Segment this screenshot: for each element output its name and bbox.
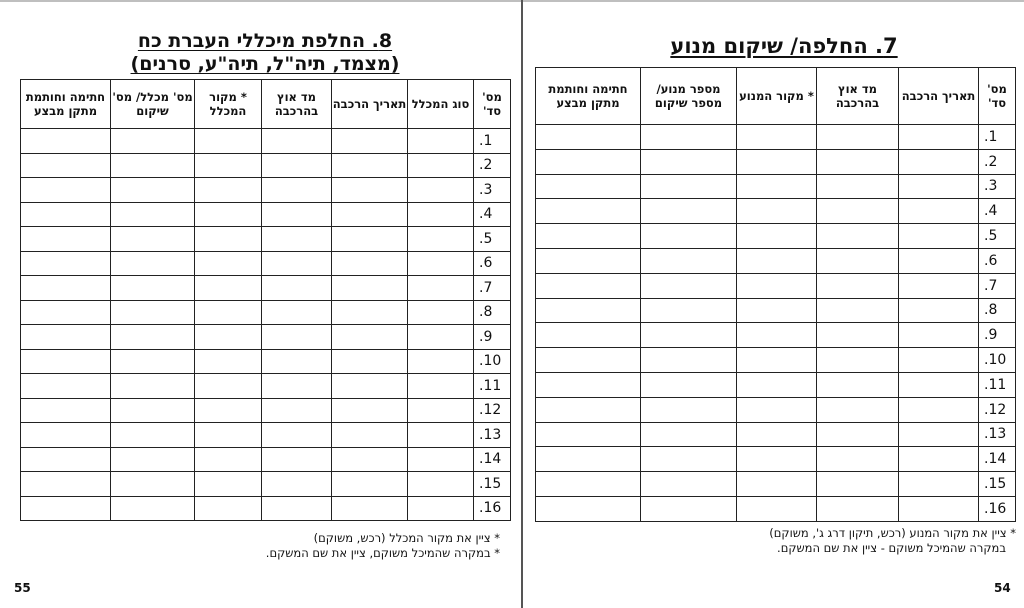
footnote-2: במקרה שהמיכל משוקם - ציין את שם המשקם. xyxy=(777,541,1006,555)
blank-entry-cell[interactable] xyxy=(817,397,899,422)
table-row xyxy=(21,178,511,203)
blank-entry-cell[interactable] xyxy=(641,422,737,447)
blank-entry-cell[interactable] xyxy=(21,447,111,472)
blank-entry-cell[interactable] xyxy=(817,273,899,298)
blank-entry-cell[interactable] xyxy=(21,202,111,227)
row-serial-number: .15 xyxy=(979,472,1016,497)
blank-entry-cell[interactable] xyxy=(737,472,817,497)
row-serial-number: .13 xyxy=(474,423,511,448)
blank-entry-cell[interactable] xyxy=(536,422,641,447)
blank-entry-cell[interactable] xyxy=(332,178,408,203)
blank-entry-cell[interactable] xyxy=(641,224,737,249)
row-serial-number: .2 xyxy=(474,153,511,178)
blank-entry-cell[interactable] xyxy=(737,224,817,249)
blank-entry-cell[interactable] xyxy=(21,496,111,521)
blank-entry-cell[interactable] xyxy=(21,251,111,276)
blank-entry-cell[interactable] xyxy=(408,300,474,325)
blank-entry-cell[interactable] xyxy=(817,323,899,348)
blank-entry-cell[interactable] xyxy=(641,397,737,422)
table-header-row xyxy=(21,80,511,129)
blank-entry-cell[interactable] xyxy=(262,423,332,448)
blank-entry-cell[interactable] xyxy=(817,348,899,373)
blank-entry-cell[interactable] xyxy=(111,202,195,227)
table-row xyxy=(21,153,511,178)
blank-entry-cell[interactable] xyxy=(817,298,899,323)
blank-entry-cell[interactable] xyxy=(899,496,979,521)
blank-entry-cell[interactable] xyxy=(536,273,641,298)
row-serial-number: .9 xyxy=(979,323,1016,348)
blank-entry-cell[interactable] xyxy=(737,447,817,472)
blank-entry-cell[interactable] xyxy=(899,298,979,323)
blank-entry-cell[interactable] xyxy=(536,298,641,323)
table-row xyxy=(21,129,511,154)
table-row xyxy=(536,224,1016,249)
col-component-type: סוג המכלל xyxy=(408,80,474,129)
blank-entry-cell[interactable] xyxy=(195,472,262,497)
blank-entry-cell[interactable] xyxy=(262,300,332,325)
section-8-title xyxy=(0,30,530,76)
footnote-1: * ציין את מקור המכלל (רכש, משוקם) xyxy=(313,531,500,545)
row-serial-number: .13 xyxy=(979,422,1016,447)
blank-entry-cell[interactable] xyxy=(195,178,262,203)
blank-entry-cell[interactable] xyxy=(641,496,737,521)
blank-entry-cell[interactable] xyxy=(332,423,408,448)
blank-entry-cell[interactable] xyxy=(737,298,817,323)
blank-entry-cell[interactable] xyxy=(111,496,195,521)
blank-entry-cell[interactable] xyxy=(21,276,111,301)
blank-entry-cell[interactable] xyxy=(262,202,332,227)
blank-entry-cell[interactable] xyxy=(111,129,195,154)
table-row xyxy=(21,227,511,252)
blank-entry-cell[interactable] xyxy=(21,129,111,154)
col-signature: חתימה וחותמת מתקן מבצע xyxy=(21,80,111,129)
blank-entry-cell[interactable] xyxy=(111,178,195,203)
blank-entry-cell[interactable] xyxy=(408,496,474,521)
table-row xyxy=(21,423,511,448)
blank-entry-cell[interactable] xyxy=(111,423,195,448)
blank-entry-cell[interactable] xyxy=(737,149,817,174)
table-row xyxy=(536,372,1016,397)
blank-entry-cell[interactable] xyxy=(737,248,817,273)
table-row xyxy=(536,199,1016,224)
table-row xyxy=(21,325,511,350)
blank-entry-cell[interactable] xyxy=(195,349,262,374)
blank-entry-cell[interactable] xyxy=(536,125,641,150)
table-row xyxy=(21,349,511,374)
blank-entry-cell[interactable] xyxy=(408,178,474,203)
blank-entry-cell[interactable] xyxy=(408,447,474,472)
blank-entry-cell[interactable] xyxy=(641,174,737,199)
table-row xyxy=(21,496,511,521)
blank-entry-cell[interactable] xyxy=(737,174,817,199)
blank-entry-cell[interactable] xyxy=(817,372,899,397)
blank-entry-cell[interactable] xyxy=(408,153,474,178)
blank-entry-cell[interactable] xyxy=(195,496,262,521)
blank-entry-cell[interactable] xyxy=(899,323,979,348)
row-serial-number: .5 xyxy=(979,224,1016,249)
blank-entry-cell[interactable] xyxy=(817,447,899,472)
blank-entry-cell[interactable] xyxy=(536,348,641,373)
blank-entry-cell[interactable] xyxy=(195,251,262,276)
blank-entry-cell[interactable] xyxy=(262,472,332,497)
blank-entry-cell[interactable] xyxy=(111,472,195,497)
blank-entry-cell[interactable] xyxy=(536,397,641,422)
blank-entry-cell[interactable] xyxy=(817,174,899,199)
page-number: 54 xyxy=(994,581,1011,595)
table-row xyxy=(536,496,1016,521)
table-row xyxy=(21,447,511,472)
blank-entry-cell[interactable] xyxy=(111,398,195,423)
title-line-1: 8. החלפת מיכללי העברת כח xyxy=(137,30,393,52)
blank-entry-cell[interactable] xyxy=(21,374,111,399)
blank-entry-cell[interactable] xyxy=(536,372,641,397)
blank-entry-cell[interactable] xyxy=(408,349,474,374)
page-54 xyxy=(524,0,1024,608)
blank-entry-cell[interactable] xyxy=(262,325,332,350)
blank-entry-cell[interactable] xyxy=(899,149,979,174)
blank-entry-cell[interactable] xyxy=(641,472,737,497)
blank-entry-cell[interactable] xyxy=(262,374,332,399)
table-row xyxy=(21,374,511,399)
blank-entry-cell[interactable] xyxy=(111,447,195,472)
blank-entry-cell[interactable] xyxy=(195,227,262,252)
blank-entry-cell[interactable] xyxy=(641,248,737,273)
blank-entry-cell[interactable] xyxy=(195,300,262,325)
blank-entry-cell[interactable] xyxy=(111,325,195,350)
blank-entry-cell[interactable] xyxy=(536,149,641,174)
blank-entry-cell[interactable] xyxy=(817,422,899,447)
table-row xyxy=(536,397,1016,422)
blank-entry-cell[interactable] xyxy=(817,248,899,273)
blank-entry-cell[interactable] xyxy=(21,300,111,325)
blank-entry-cell[interactable] xyxy=(262,227,332,252)
table-row xyxy=(536,348,1016,373)
blank-entry-cell[interactable] xyxy=(111,153,195,178)
row-serial-number: .8 xyxy=(979,298,1016,323)
blank-entry-cell[interactable] xyxy=(899,273,979,298)
blank-entry-cell[interactable] xyxy=(332,472,408,497)
blank-entry-cell[interactable] xyxy=(332,251,408,276)
row-serial-number: .3 xyxy=(474,178,511,203)
blank-entry-cell[interactable] xyxy=(737,273,817,298)
col-serial-no: מס' סד' xyxy=(474,80,511,129)
blank-entry-cell[interactable] xyxy=(737,496,817,521)
blank-entry-cell[interactable] xyxy=(408,129,474,154)
blank-entry-cell[interactable] xyxy=(899,348,979,373)
blank-entry-cell[interactable] xyxy=(262,398,332,423)
blank-entry-cell[interactable] xyxy=(195,423,262,448)
blank-entry-cell[interactable] xyxy=(408,374,474,399)
blank-entry-cell[interactable] xyxy=(262,129,332,154)
blank-entry-cell[interactable] xyxy=(111,251,195,276)
table-row xyxy=(536,298,1016,323)
table-row xyxy=(536,447,1016,472)
row-serial-number: .14 xyxy=(474,447,511,472)
blank-entry-cell[interactable] xyxy=(21,227,111,252)
footnote-2: * במקרה שהמיכל משוקם, ציין את שם המשקם. xyxy=(265,546,500,560)
blank-entry-cell[interactable] xyxy=(536,323,641,348)
col-engine-number: מספר מנוע/ מספר שיקום xyxy=(641,68,737,125)
blank-entry-cell[interactable] xyxy=(195,202,262,227)
col-signature: חתימה וחותמת מתקן מבצע xyxy=(536,68,641,125)
blank-entry-cell[interactable] xyxy=(262,447,332,472)
table-row xyxy=(536,125,1016,150)
blank-entry-cell[interactable] xyxy=(408,251,474,276)
row-serial-number: .15 xyxy=(474,472,511,497)
col-odometer: מד אוץ בהרכבה xyxy=(262,80,332,129)
row-serial-number: .16 xyxy=(979,496,1016,521)
blank-entry-cell[interactable] xyxy=(195,153,262,178)
book-spine-divider xyxy=(521,0,523,608)
blank-entry-cell[interactable] xyxy=(195,374,262,399)
footnote-1: * ציין את מקור המנוע (רכש, תיקון דרג ג', משוקם) xyxy=(769,526,1016,540)
table-row xyxy=(536,472,1016,497)
blank-entry-cell[interactable] xyxy=(737,372,817,397)
blank-entry-cell[interactable] xyxy=(195,398,262,423)
table-row xyxy=(21,251,511,276)
blank-entry-cell[interactable] xyxy=(21,472,111,497)
blank-entry-cell[interactable] xyxy=(817,125,899,150)
row-serial-number: .2 xyxy=(979,149,1016,174)
blank-entry-cell[interactable] xyxy=(195,325,262,350)
blank-entry-cell[interactable] xyxy=(641,323,737,348)
col-install-date: תאריך הרכבה xyxy=(899,68,979,125)
table-row xyxy=(536,174,1016,199)
col-odometer: מד אוץ בהרכבה xyxy=(817,68,899,125)
blank-entry-cell[interactable] xyxy=(536,472,641,497)
blank-entry-cell[interactable] xyxy=(899,199,979,224)
footnotes xyxy=(524,526,1016,556)
blank-entry-cell[interactable] xyxy=(899,422,979,447)
blank-entry-cell[interactable] xyxy=(536,174,641,199)
table-row xyxy=(536,422,1016,447)
blank-entry-cell[interactable] xyxy=(641,348,737,373)
blank-entry-cell[interactable] xyxy=(332,276,408,301)
blank-entry-cell[interactable] xyxy=(21,325,111,350)
row-serial-number: .1 xyxy=(979,125,1016,150)
footnotes xyxy=(0,531,500,561)
blank-entry-cell[interactable] xyxy=(111,276,195,301)
blank-entry-cell[interactable] xyxy=(332,300,408,325)
blank-entry-cell[interactable] xyxy=(408,227,474,252)
blank-entry-cell[interactable] xyxy=(195,447,262,472)
blank-entry-cell[interactable] xyxy=(408,276,474,301)
row-serial-number: .7 xyxy=(979,273,1016,298)
table-row xyxy=(536,323,1016,348)
blank-entry-cell[interactable] xyxy=(332,153,408,178)
blank-entry-cell[interactable] xyxy=(536,496,641,521)
row-serial-number: .5 xyxy=(474,227,511,252)
blank-entry-cell[interactable] xyxy=(817,496,899,521)
blank-entry-cell[interactable] xyxy=(408,398,474,423)
engine-replacement-table xyxy=(535,67,1016,522)
blank-entry-cell[interactable] xyxy=(737,199,817,224)
blank-entry-cell[interactable] xyxy=(195,276,262,301)
blank-entry-cell[interactable] xyxy=(899,125,979,150)
table-row xyxy=(21,300,511,325)
table-row xyxy=(21,276,511,301)
blank-entry-cell[interactable] xyxy=(899,397,979,422)
blank-entry-cell[interactable] xyxy=(262,153,332,178)
blank-entry-cell[interactable] xyxy=(641,447,737,472)
blank-entry-cell[interactable] xyxy=(111,227,195,252)
blank-entry-cell[interactable] xyxy=(737,422,817,447)
blank-entry-cell[interactable] xyxy=(899,248,979,273)
row-serial-number: .14 xyxy=(979,447,1016,472)
row-serial-number: .4 xyxy=(979,199,1016,224)
row-serial-number: .10 xyxy=(474,349,511,374)
blank-entry-cell[interactable] xyxy=(332,129,408,154)
row-serial-number: .6 xyxy=(979,248,1016,273)
blank-entry-cell[interactable] xyxy=(111,374,195,399)
blank-entry-cell[interactable] xyxy=(899,472,979,497)
page-number: 55 xyxy=(14,581,31,595)
blank-entry-cell[interactable] xyxy=(737,323,817,348)
blank-entry-cell[interactable] xyxy=(332,447,408,472)
blank-entry-cell[interactable] xyxy=(332,349,408,374)
blank-entry-cell[interactable] xyxy=(641,149,737,174)
row-serial-number: .7 xyxy=(474,276,511,301)
row-serial-number: .1 xyxy=(474,129,511,154)
blank-entry-cell[interactable] xyxy=(21,423,111,448)
blank-entry-cell[interactable] xyxy=(817,199,899,224)
blank-entry-cell[interactable] xyxy=(332,398,408,423)
row-serial-number: .6 xyxy=(474,251,511,276)
blank-entry-cell[interactable] xyxy=(899,174,979,199)
col-component-source: * מקור המכלל xyxy=(195,80,262,129)
blank-entry-cell[interactable] xyxy=(641,372,737,397)
blank-entry-cell[interactable] xyxy=(899,447,979,472)
row-serial-number: .4 xyxy=(474,202,511,227)
blank-entry-cell[interactable] xyxy=(536,224,641,249)
blank-entry-cell[interactable] xyxy=(332,202,408,227)
blank-entry-cell[interactable] xyxy=(332,227,408,252)
blank-entry-cell[interactable] xyxy=(332,325,408,350)
row-serial-number: .10 xyxy=(979,348,1016,373)
blank-entry-cell[interactable] xyxy=(408,325,474,350)
table-row xyxy=(21,398,511,423)
blank-entry-cell[interactable] xyxy=(21,349,111,374)
blank-entry-cell[interactable] xyxy=(536,248,641,273)
blank-entry-cell[interactable] xyxy=(262,178,332,203)
table-row xyxy=(21,472,511,497)
col-component-number: מס' מכלל/ מס' שיקום xyxy=(111,80,195,129)
blank-entry-cell[interactable] xyxy=(408,472,474,497)
blank-entry-cell[interactable] xyxy=(536,199,641,224)
blank-entry-cell[interactable] xyxy=(332,374,408,399)
blank-entry-cell[interactable] xyxy=(641,199,737,224)
blank-entry-cell[interactable] xyxy=(111,349,195,374)
row-serial-number: .12 xyxy=(474,398,511,423)
blank-entry-cell[interactable] xyxy=(21,178,111,203)
blank-entry-cell[interactable] xyxy=(21,153,111,178)
row-serial-number: .11 xyxy=(474,374,511,399)
blank-entry-cell[interactable] xyxy=(536,447,641,472)
blank-entry-cell[interactable] xyxy=(408,202,474,227)
blank-entry-cell[interactable] xyxy=(332,496,408,521)
blank-entry-cell[interactable] xyxy=(641,273,737,298)
blank-entry-cell[interactable] xyxy=(195,129,262,154)
blank-entry-cell[interactable] xyxy=(262,276,332,301)
table-row xyxy=(536,248,1016,273)
table-header-row xyxy=(536,68,1016,125)
blank-entry-cell[interactable] xyxy=(737,348,817,373)
row-serial-number: .11 xyxy=(979,372,1016,397)
blank-entry-cell[interactable] xyxy=(817,224,899,249)
blank-entry-cell[interactable] xyxy=(817,149,899,174)
blank-entry-cell[interactable] xyxy=(111,300,195,325)
table-row xyxy=(536,149,1016,174)
row-serial-number: .8 xyxy=(474,300,511,325)
row-serial-number: .9 xyxy=(474,325,511,350)
blank-entry-cell[interactable] xyxy=(899,372,979,397)
blank-entry-cell[interactable] xyxy=(737,397,817,422)
row-serial-number: .12 xyxy=(979,397,1016,422)
blank-entry-cell[interactable] xyxy=(408,423,474,448)
table-row xyxy=(21,202,511,227)
blank-entry-cell[interactable] xyxy=(899,224,979,249)
blank-entry-cell[interactable] xyxy=(737,125,817,150)
blank-entry-cell[interactable] xyxy=(21,398,111,423)
title-line-2: (מצמד, תיה"ל, תיה"ע, סרנים) xyxy=(130,53,400,75)
blank-entry-cell[interactable] xyxy=(262,251,332,276)
row-serial-number: .16 xyxy=(474,496,511,521)
row-serial-number: .3 xyxy=(979,174,1016,199)
blank-entry-cell[interactable] xyxy=(262,349,332,374)
blank-entry-cell[interactable] xyxy=(817,472,899,497)
section-7-title: 7. החלפה/ שיקום מנוע xyxy=(670,34,898,58)
col-serial-no: מס' סד' xyxy=(979,68,1016,125)
blank-entry-cell[interactable] xyxy=(641,298,737,323)
blank-entry-cell[interactable] xyxy=(262,496,332,521)
col-install-date: תאריך הרכבה xyxy=(332,80,408,129)
col-engine-source: * מקור המנוע xyxy=(737,68,817,125)
transmission-replacement-table xyxy=(20,79,511,521)
blank-entry-cell[interactable] xyxy=(641,125,737,150)
table-row xyxy=(536,273,1016,298)
